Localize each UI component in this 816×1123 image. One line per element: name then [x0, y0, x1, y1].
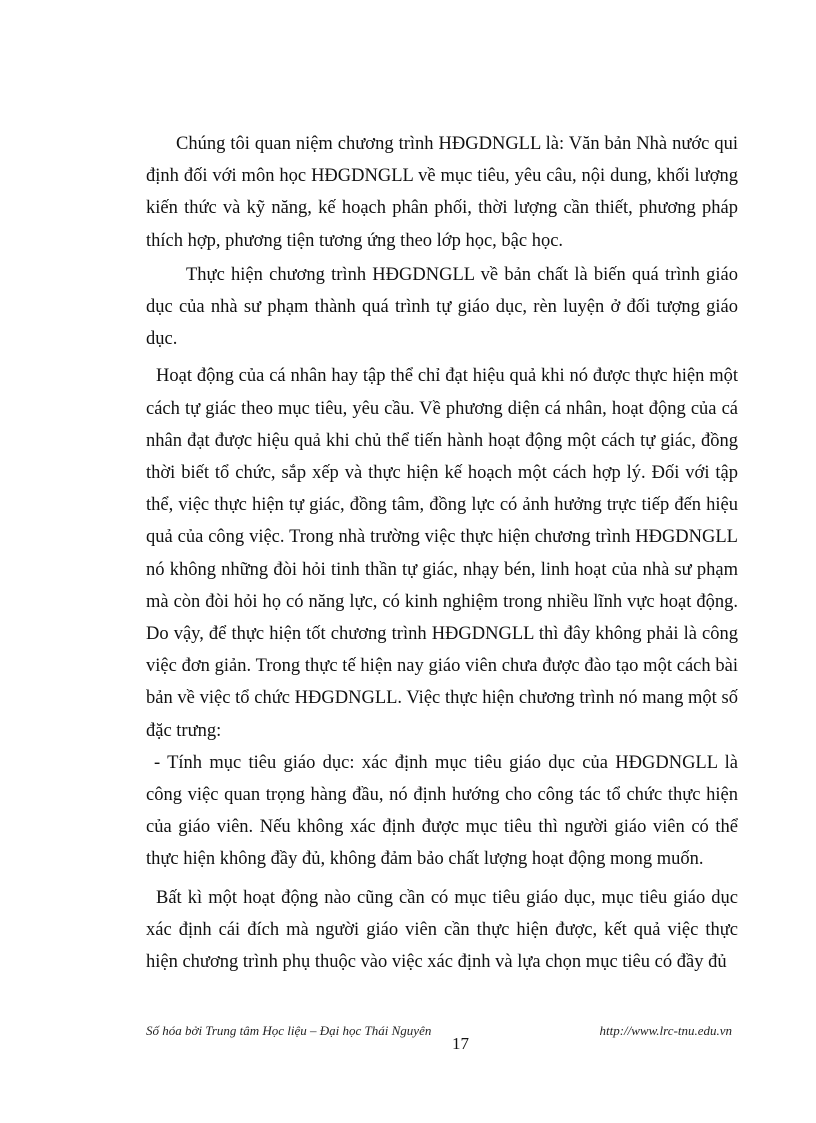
paragraph-3: Hoạt động của cá nhân hay tập thể chỉ đạt hiệu quả khi nó được thực hiện một cách tự giác theo mục tiêu, yêu cầu. Về phương diện cá nhân, hoạt động của cá nhân đạt được hiệu quả khi chủ thể tiến hành hoạt động một cách tự giác, đồng thời biết tổ chức, sắp xếp và thực hiện kế hoạch một cách hợp lý. Đối với tập thể, việc thực hiện tự giác, đồng tâm, đồng lực có ảnh hưởng trực tiếp đến hiệu quả của công việc. Trong nhà trường việc thực hiện chương trình HĐGDNGLL nó không những đòi hỏi tinh thần tự giác, nhạy bén, linh hoạt của nhà sư phạm mà còn đòi hỏi họ có năng lực, có kinh nghiệm trong nhiều lĩnh vực hoạt động. Do vậy, để thực hiện tốt chương trình HĐGDNGLL thì đây không phải là công việc đơn giản. Trong thực tế hiện nay giáo viên chưa được đào tạo một cách bài bản về việc tổ chức HĐGDNGLL. Việc thực hiện chương trình nó mang một số đặc trưng: — [146, 366, 738, 741]
paragraph-5: Bất kì một hoạt động nào cũng cần có mục tiêu giáo dục, mục tiêu giáo dục xác định cái đích mà người giáo viên cần thực hiện được, kết quả việc thực hiện chương trình phụ thuộc vào việc xác định và lựa chọn mục tiêu có đầy đủ — [146, 887, 738, 973]
footer-url: http://www.lrc-tnu.edu.vn — [599, 1023, 732, 1038]
paragraph-1: Chúng tôi quan niệm chương trình HĐGDNGLL là: Văn bản Nhà nước qui định đối với môn học HĐGDNGLL về mục tiêu, yêu câu, nội dung, khối lượng kiến thức và kỹ năng, kế hoạch phân phối, thời lượng cần thiết, phương pháp thích hợp, phương tiện tương ứng theo lớp học, bậc học. — [146, 134, 738, 251]
body-text — [146, 128, 738, 978]
page-number: 17 — [452, 1034, 469, 1053]
paragraph-4: - Tính mục tiêu giáo dục: xác định mục tiêu giáo dục của HĐGDNGLL là công việc quan trọng hàng đầu, nó định hướng cho công tác tổ chức thực hiện của giáo viên. Nếu không xác định được mục tiêu thì người giáo viên có thể thực hiện không đầy đủ, không đảm bảo chất lượng hoạt động mong muốn. — [146, 752, 738, 870]
paragraph-2: Thực hiện chương trình HĐGDNGLL về bản chất là biến quá trình giáo dục của nhà sư phạm thành quá trình tự giáo dục, rèn luyện ở đối tượng giáo dục. — [146, 264, 738, 350]
footer-source: Số hóa bởi Trung tâm Học liệu – Đại học Thái Nguyên — [146, 1023, 432, 1038]
